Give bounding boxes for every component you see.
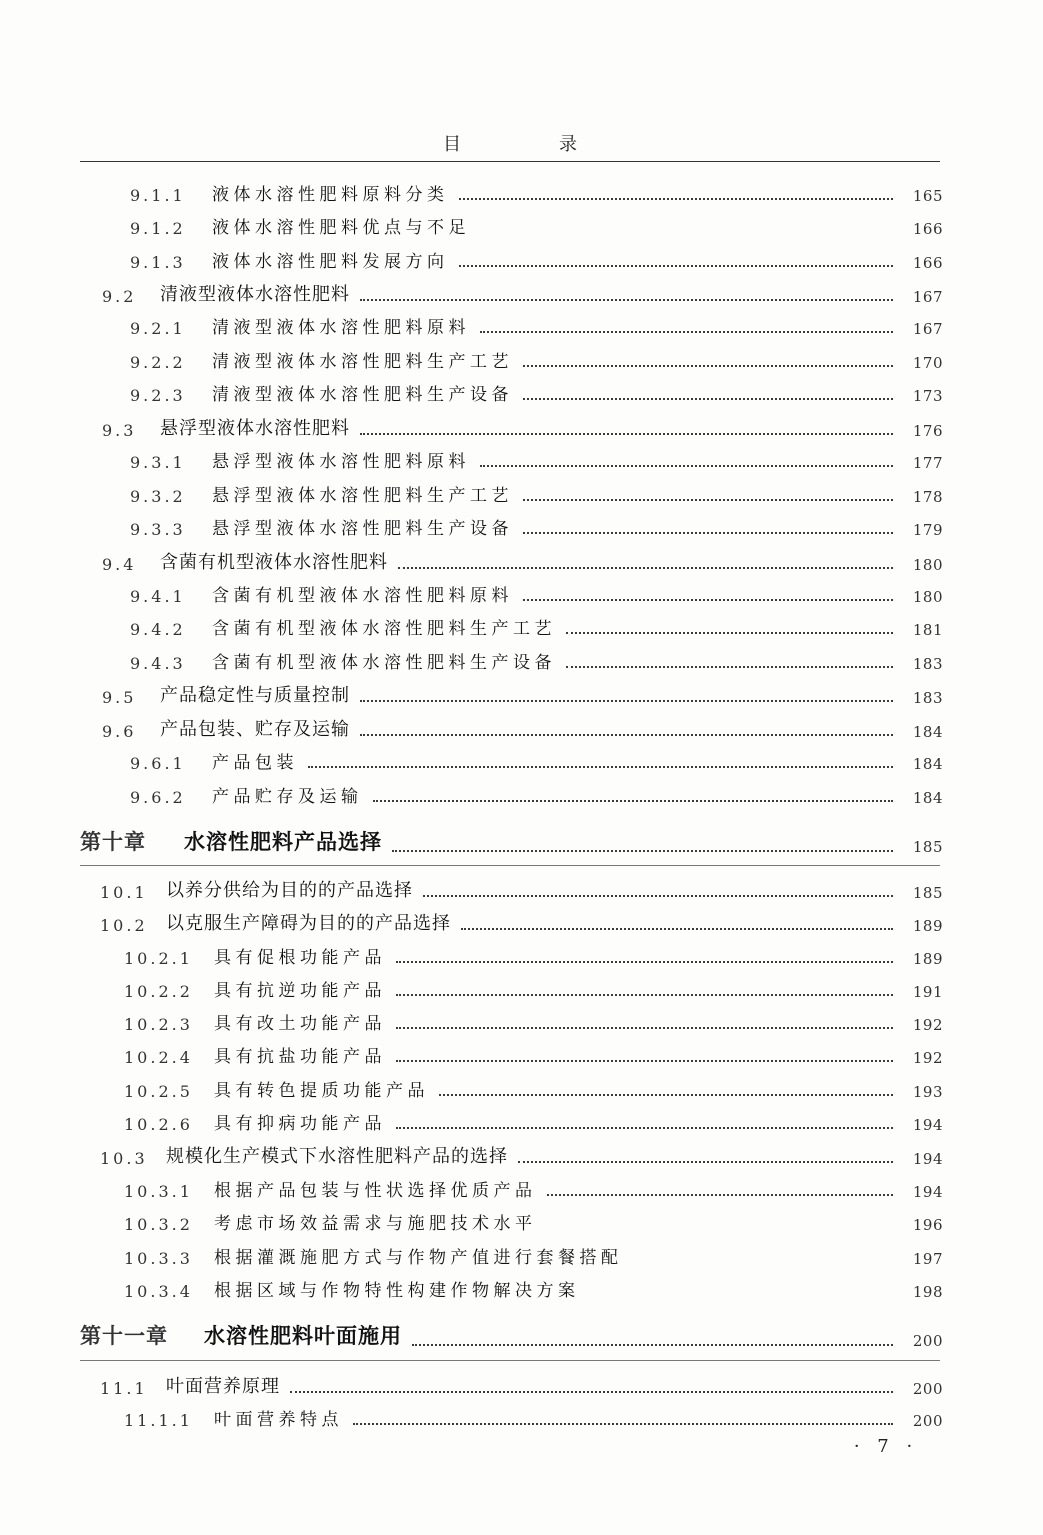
toc-entry-number: 10.2.6 (124, 1115, 193, 1134)
toc-entry[interactable] (0, 1243, 943, 1268)
dot-leader (396, 1027, 893, 1029)
dot-leader (360, 734, 893, 736)
toc-entry[interactable] (0, 1176, 943, 1201)
dot-leader (518, 1161, 893, 1163)
toc-entry-number: 10.2.4 (124, 1048, 193, 1067)
toc-entry-number: 10.2 (100, 916, 148, 935)
toc-entry[interactable] (0, 1372, 943, 1398)
toc-entry-number: 9.1.2 (130, 219, 186, 238)
toc-entry-number: 9.3.1 (130, 453, 186, 472)
toc-entry-number: 9.4.1 (130, 587, 186, 606)
toc-entry[interactable] (0, 313, 943, 338)
toc-entry-page: 166 (912, 220, 943, 238)
dot-leader (360, 433, 893, 435)
toc-entry-number: 10.2.5 (124, 1082, 193, 1101)
toc-entry[interactable] (0, 280, 943, 306)
chapter-title: 水溶性肥料产品选择 (184, 830, 382, 854)
toc-entry-page: 194 (912, 1116, 943, 1134)
toc-entry-page: 193 (912, 1083, 943, 1101)
toc-entry-page: 192 (912, 1049, 943, 1067)
toc-entry-number: 9.2.1 (130, 319, 186, 338)
toc-entry-title: 清液型液体水溶性肥料生产工艺 (212, 352, 513, 372)
toc-entry-page: 192 (912, 1016, 943, 1034)
toc-entry-number: 10.2.1 (124, 949, 193, 968)
chapter-title: 水溶性肥料叶面施用 (204, 1324, 402, 1348)
toc-entry-number: 9.3.3 (130, 520, 186, 539)
toc-entry-title: 具有促根功能产品 (214, 948, 386, 968)
toc-entry-page: 180 (912, 556, 943, 574)
toc-entry-number: 10.2.3 (124, 1015, 193, 1034)
toc-entry-number: 10.3.2 (124, 1215, 193, 1234)
toc-entry-title: 产品贮存及运输 (212, 787, 363, 807)
toc-entry-title: 液体水溶性肥料发展方向 (212, 252, 449, 272)
toc-entry-title: 悬浮型液体水溶性肥料生产工艺 (212, 486, 513, 506)
dot-leader (353, 1423, 893, 1425)
toc-entry-title: 含菌有机型液体水溶性肥料 (160, 552, 388, 573)
toc-entry-number: 9.3.2 (130, 487, 186, 506)
dot-leader (523, 398, 893, 400)
toc-entry-title: 含菌有机型液体水溶性肥料原料 (212, 586, 513, 606)
toc-entry[interactable] (0, 514, 943, 539)
toc-entry[interactable] (0, 347, 943, 372)
toc-entry[interactable] (0, 1009, 943, 1034)
toc-entry[interactable] (0, 581, 943, 606)
dot-leader (360, 299, 893, 301)
toc-entry[interactable] (0, 247, 943, 272)
toc-entry-page: 179 (912, 521, 943, 539)
toc-entry[interactable] (0, 876, 943, 902)
dot-leader (461, 928, 893, 930)
page-title: 目 录 (443, 134, 617, 155)
toc-entry[interactable] (0, 447, 943, 472)
toc-entry-number: 9.1.1 (130, 186, 186, 205)
chapter-number: 第十章 (80, 830, 146, 854)
toc-entry-title: 清液型液体水溶性肥料 (160, 284, 350, 305)
toc-entry-page: 194 (912, 1183, 943, 1201)
toc-entry-number: 9.1.3 (130, 253, 186, 272)
toc-entry-title: 叶面营养特点 (214, 1410, 343, 1430)
toc-entry-title: 具有改土功能产品 (214, 1014, 386, 1034)
toc-entry-title: 含菌有机型液体水溶性肥料生产工艺 (212, 619, 556, 639)
chapter-divider (80, 1360, 940, 1361)
dot-leader (523, 599, 893, 601)
page-number: · 7 · (853, 1436, 919, 1457)
chapter-divider (80, 865, 940, 866)
dot-leader (392, 850, 893, 852)
toc-entry-page: 176 (912, 422, 943, 440)
chapter-number: 第十一章 (80, 1324, 168, 1348)
toc-entry-title: 具有抑病功能产品 (214, 1114, 386, 1134)
toc-entry-number: 9.2 (102, 287, 137, 306)
toc-entry-page: 194 (912, 1150, 943, 1168)
toc-entry-number: 10.3.1 (124, 1182, 193, 1201)
dot-leader (396, 994, 893, 996)
dot-leader (480, 331, 893, 333)
dot-leader (523, 499, 893, 501)
toc-entry-page: 200 (912, 1380, 943, 1398)
dot-leader (480, 465, 893, 467)
toc-entry-page: 196 (912, 1216, 943, 1234)
toc-entry-page: 178 (912, 488, 943, 506)
toc-entry-page: 184 (912, 789, 943, 807)
toc-entry-number: 10.3.3 (124, 1249, 193, 1268)
toc-entry[interactable] (0, 1142, 943, 1168)
dot-leader (360, 700, 893, 702)
toc-entry-title: 具有抗逆功能产品 (214, 981, 386, 1001)
toc-entry[interactable] (0, 748, 943, 773)
toc-chapter-10[interactable] (0, 826, 943, 856)
toc-entry-number: 11.1 (100, 1379, 148, 1398)
toc-entry-number: 9.5 (102, 688, 137, 707)
toc-entry-page: 170 (912, 354, 943, 372)
dot-leader (308, 766, 893, 768)
dot-leader (459, 265, 894, 267)
toc-entry-page: 200 (912, 1412, 943, 1430)
toc-entry-page: 185 (912, 884, 943, 902)
dot-leader (412, 1344, 893, 1346)
toc-entry[interactable] (0, 681, 943, 707)
dot-leader (439, 1094, 893, 1096)
toc-entry-number: 9.2.2 (130, 353, 186, 372)
toc-entry-number: 10.2.2 (124, 982, 193, 1001)
toc-entry-page: 191 (912, 983, 943, 1001)
dot-leader (398, 567, 893, 569)
toc-entry-page: 166 (912, 254, 943, 272)
toc-entry-number: 9.6 (102, 722, 137, 741)
toc-entry-page: 189 (912, 950, 943, 968)
toc-entry-number: 9.2.3 (130, 386, 186, 405)
toc-entry-title: 具有抗盐功能产品 (214, 1047, 386, 1067)
dot-leader (423, 895, 893, 897)
toc-entry-page: 200 (912, 1332, 943, 1350)
toc-entry-title: 产品包装、贮存及运输 (160, 719, 350, 740)
toc-entry-title: 清液型液体水溶性肥料原料 (212, 318, 470, 338)
toc-entry-title: 悬浮型液体水溶性肥料 (160, 418, 350, 439)
toc-entry-page: 197 (912, 1250, 943, 1268)
toc-entry-page: 180 (912, 588, 943, 606)
toc-entry-page: 183 (912, 655, 943, 673)
toc-entry-title: 含菌有机型液体水溶性肥料生产设备 (212, 653, 556, 673)
toc-entry[interactable] (0, 1042, 943, 1067)
toc-entry-number: 9.4 (102, 555, 137, 574)
dot-leader (547, 1194, 894, 1196)
toc-entry[interactable] (0, 213, 943, 238)
toc-entry-number: 9.6.2 (130, 788, 186, 807)
toc-entry[interactable] (0, 1076, 943, 1101)
toc-entry-title: 叶面营养原理 (166, 1376, 280, 1397)
toc-entry-title: 产品稳定性与质量控制 (160, 685, 350, 706)
dot-leader (523, 365, 893, 367)
toc-entry-title: 液体水溶性肥料原料分类 (212, 185, 449, 205)
toc-entry-page: 185 (912, 838, 943, 856)
dot-leader (523, 532, 893, 534)
toc-entry-page: 189 (912, 917, 943, 935)
toc-entry-title: 考虑市场效益需求与施肥技术水平 (214, 1214, 537, 1234)
toc-entry[interactable] (0, 548, 943, 574)
toc-entry[interactable] (0, 782, 943, 807)
toc-entry-title: 根据产品包装与性状选择优质产品 (214, 1181, 537, 1201)
toc-entry-title: 规模化生产模式下水溶性肥料产品的选择 (166, 1146, 508, 1167)
dot-leader (396, 1060, 893, 1062)
toc-entry-title: 悬浮型液体水溶性肥料生产设备 (212, 519, 513, 539)
toc-entry-number: 11.1.1 (124, 1411, 193, 1430)
toc-entry[interactable] (0, 614, 943, 639)
dot-leader (566, 632, 893, 634)
toc-entry-page: 173 (912, 387, 943, 405)
toc-entry-number: 9.4.2 (130, 620, 186, 639)
dot-leader (396, 1127, 893, 1129)
toc-entry-page: 198 (912, 1283, 943, 1301)
toc-entry[interactable] (0, 481, 943, 506)
toc-entry-title: 以克服生产障碍为目的的产品选择 (166, 913, 451, 934)
toc-entry-page: 183 (912, 689, 943, 707)
toc-entry[interactable] (0, 1276, 943, 1301)
toc-entry[interactable] (0, 180, 943, 205)
toc-entry-title: 悬浮型液体水溶性肥料原料 (212, 452, 470, 472)
toc-entry-page: 184 (912, 723, 943, 741)
toc-entry-number: 9.3 (102, 421, 137, 440)
toc-entry-number: 9.6.1 (130, 754, 186, 773)
toc-entry-title: 以养分供给为目的的产品选择 (166, 880, 413, 901)
toc-entry-page: 181 (912, 621, 943, 639)
toc-entry-title: 具有转色提质功能产品 (214, 1081, 429, 1101)
toc-entry[interactable] (0, 715, 943, 741)
toc-entry-page: 165 (912, 187, 943, 205)
toc-entry[interactable] (0, 414, 943, 440)
toc-entry-title: 根据灌溉施肥方式与作物产值进行套餐搭配 (214, 1248, 623, 1268)
toc-entry[interactable] (0, 909, 943, 935)
toc-entry-title: 液体水溶性肥料优点与不足 (212, 218, 470, 238)
toc-entry-page: 167 (912, 288, 943, 306)
dot-leader (396, 961, 893, 963)
toc-entry[interactable] (0, 648, 943, 673)
dot-leader (459, 198, 894, 200)
dot-leader (290, 1391, 893, 1393)
toc-entry[interactable] (0, 1405, 943, 1430)
toc-entry[interactable] (0, 943, 943, 968)
toc-entry-number: 10.3 (100, 1149, 148, 1168)
toc-entry-title: 根据区域与作物特性构建作物解决方案 (214, 1281, 580, 1301)
toc-entry-page: 184 (912, 755, 943, 773)
dot-leader (566, 666, 893, 668)
toc-entry[interactable] (0, 380, 943, 405)
toc-entry-title: 清液型液体水溶性肥料生产设备 (212, 385, 513, 405)
toc-entry-number: 9.4.3 (130, 654, 186, 673)
toc-entry-page: 167 (912, 320, 943, 338)
toc-entry[interactable] (0, 1109, 943, 1134)
toc-entry-number: 10.1 (100, 883, 148, 902)
toc-entry-number: 10.3.4 (124, 1282, 193, 1301)
toc-entry-title: 产品包装 (212, 753, 298, 773)
toc-entry-page: 177 (912, 454, 943, 472)
toc-entry[interactable] (0, 976, 943, 1001)
toc-chapter-11[interactable] (0, 1320, 943, 1350)
dot-leader (373, 800, 894, 802)
toc-entry[interactable] (0, 1209, 943, 1234)
